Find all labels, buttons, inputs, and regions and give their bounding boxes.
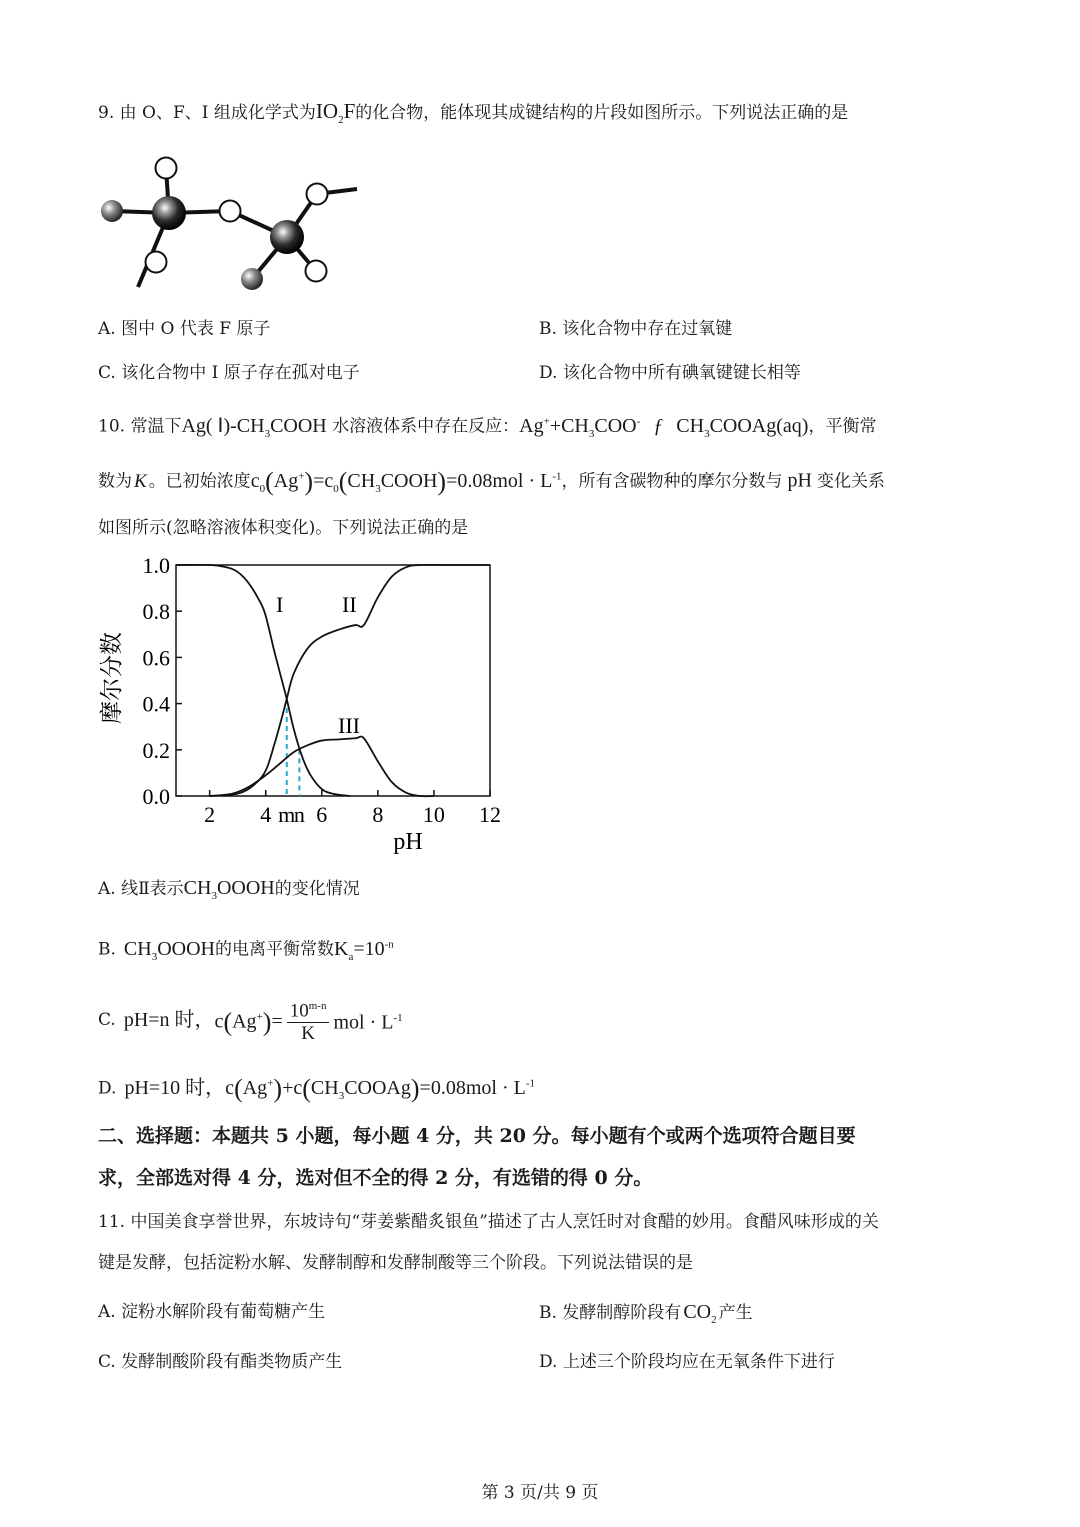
- q11-option-b[interactable]: [539, 1300, 753, 1332]
- formula-part: CH: [347, 469, 376, 492]
- white-atom: [156, 158, 177, 179]
- formula-part: =0.08mol · L: [446, 469, 553, 492]
- formula-subscript: 3: [588, 427, 595, 440]
- formula-superscript: -1: [552, 470, 562, 482]
- y-tick-label: 0.8: [142, 599, 170, 625]
- formula-part: COOH: [270, 414, 327, 437]
- formula-superscript: -1: [525, 1077, 535, 1089]
- formula-part: OOOH: [216, 877, 275, 899]
- formula-subscript: 3: [704, 427, 710, 440]
- formula-part: =0.08mol · L: [419, 1076, 526, 1099]
- formula-part: 10: [289, 1000, 309, 1022]
- fraction: [287, 995, 330, 1045]
- formula-part: +CH: [549, 414, 589, 437]
- q9-option-c[interactable]: C. 该化合物中 I 原子存在孤对电子: [98, 363, 360, 383]
- option-formula: c(Ag+)=: [214, 1007, 283, 1037]
- q10-text: 数为: [98, 471, 132, 492]
- equilibrium-constant-symbol: K: [134, 470, 147, 492]
- formula-superscript: -: [636, 415, 641, 427]
- option-text: B. 发酵制醇阶段有: [539, 1303, 682, 1323]
- formula-part: CO: [683, 1301, 712, 1323]
- formula-part: CH: [183, 877, 212, 899]
- option-unit: [333, 1006, 402, 1035]
- grey-atom: [241, 268, 263, 290]
- formula-part: CH: [310, 1076, 339, 1099]
- white-atom: [146, 252, 167, 273]
- formula-part: OOOH: [157, 937, 215, 960]
- chart-axes: [176, 565, 490, 796]
- equilibrium-arrow-glyph: ƒ: [648, 414, 669, 437]
- white-atom: [220, 201, 241, 222]
- y-tick-label: 0.6: [142, 645, 170, 671]
- formula-superscript: +: [256, 1011, 263, 1024]
- formula-part: Ag: [242, 1076, 268, 1099]
- option-text: B.: [98, 939, 116, 960]
- ph-term: pH: [782, 469, 817, 492]
- formula-part: Ag: [519, 414, 544, 437]
- q9-formula: [315, 99, 356, 127]
- q10-text: 水溶液体系中存在反应：: [326, 416, 520, 437]
- x-tick-label: 2: [204, 802, 216, 827]
- formula-subscript: 2: [711, 1314, 717, 1326]
- white-atom: [306, 261, 327, 282]
- option-text: 产生: [718, 1303, 753, 1323]
- formula-part: Ag( Ⅰ)-CH: [181, 414, 265, 437]
- option-formula: [681, 1301, 718, 1326]
- curve-label-ii: II: [342, 592, 357, 617]
- x-tick-label: 12: [479, 802, 501, 827]
- formula-superscript: +: [267, 1077, 274, 1089]
- formula-part: COO: [594, 414, 637, 437]
- q10-stem-line2: [98, 464, 885, 501]
- q11-stem-line2: 键是发酵，包括淀粉水解、发酵制醇和发酵制酸等三个阶段。下列说法错误的是: [98, 1253, 693, 1273]
- formula-part: c: [225, 1076, 235, 1099]
- x-tick-label: 8: [372, 802, 384, 827]
- option-formula: [183, 877, 275, 902]
- q11-stem-line1: 11. 中国美食享誉世界，东坡诗句“芽姜紫醋炙银鱼”描述了古人烹饪时对食醋的妙用。食醋风味形成的关: [98, 1212, 879, 1232]
- formula-subscript: a: [348, 950, 354, 963]
- formula-superscript: m-n: [308, 999, 327, 1012]
- option-formula: [116, 937, 215, 963]
- option-text: 的电离平衡常数: [214, 939, 334, 960]
- q10-text: 变化关系: [816, 471, 885, 492]
- series-line-I: [176, 565, 350, 796]
- y-tick-label: 0.2: [142, 737, 170, 763]
- option-text: C.: [98, 1010, 116, 1030]
- formula-part: K: [333, 937, 349, 960]
- option-condition: pH=n 时，: [123, 1009, 215, 1031]
- iodine-atom: [152, 196, 186, 230]
- x-tick-label: 6: [316, 802, 328, 827]
- mole-fraction-chart: [90, 548, 520, 860]
- formula-part: CH: [676, 414, 705, 437]
- formula-part: =10: [353, 937, 385, 960]
- formula-part: Ag: [273, 469, 299, 492]
- formula-part: c: [250, 469, 260, 492]
- formula-part: CH: [123, 937, 152, 960]
- chart-ticks: [143, 553, 502, 827]
- q10-reaction-equation: [519, 414, 809, 440]
- formula-subscript: 0: [333, 482, 339, 495]
- formula-subscript: 3: [264, 427, 271, 440]
- curve-label-i: I: [276, 592, 284, 617]
- formula-subscript: 3: [211, 890, 217, 902]
- molecule-diagram: [95, 150, 365, 300]
- q9-option-d[interactable]: D. 该化合物中所有碘氧键键长相等: [539, 363, 801, 383]
- q11-option-d[interactable]: D. 上述三个阶段均应在无氧条件下进行: [539, 1352, 835, 1372]
- q11-option-c[interactable]: C. 发酵制酸阶段有酯类物质产生: [98, 1352, 343, 1372]
- formula-part: COOAg(aq): [709, 414, 809, 437]
- option-text: D.: [98, 1078, 117, 1099]
- initial-concentration-expression: $c_0(Ag^+)=c_0(CH_3COOH)=0.08mol \cdot L^{-1}$: [250, 466, 562, 496]
- q10-text: ，平衡常: [808, 416, 877, 437]
- q10-option-d[interactable]: [98, 1071, 535, 1108]
- curve-label-iii: III: [338, 713, 360, 738]
- q10-stem-line3: 如图所示(忽略溶液体积变化)。下列说法正确的是: [98, 518, 469, 538]
- formula-part: =: [271, 1010, 283, 1033]
- formula-superscript: +: [298, 470, 305, 482]
- formula-subscript: 2: [338, 114, 344, 127]
- q10-option-c[interactable]: [98, 992, 403, 1048]
- formula-subscript: 3: [338, 1089, 345, 1102]
- formula-subscript: 0: [259, 482, 266, 495]
- marker-label-m: m: [278, 802, 296, 827]
- chart-ylabel: 摩尔分数: [99, 632, 125, 724]
- formula-part: c: [214, 1010, 224, 1033]
- q10-stem-line1: [98, 409, 876, 446]
- q10-text: ，所有含碳物种的摩尔分数与: [561, 471, 783, 492]
- formula-part: mol · L: [333, 1011, 394, 1034]
- formula-part: COOAg: [344, 1076, 411, 1099]
- q10-text: 10. 常温下: [98, 416, 182, 437]
- q9-stem-text: 的化合物，能体现其成键结构的片段如图所示。下列说法正确的是: [355, 103, 849, 123]
- y-tick-label: 1.0: [142, 553, 170, 578]
- page-footer: 第 3 页/共 9 页: [481, 1483, 599, 1503]
- x-tick-label: 4: [260, 802, 272, 827]
- option-condition: pH=10 时，: [124, 1076, 226, 1099]
- x-tick-label: 10: [422, 802, 445, 827]
- iodine-atom: [270, 220, 304, 254]
- option-formula: $c(Ag^+)+c(CH_3COOAg)=0.08mol \cdot L^{-1}$: [225, 1073, 535, 1103]
- white-atom: [307, 184, 328, 205]
- q9-option-a[interactable]: A. 图中 O 代表 F 原子: [98, 319, 271, 339]
- q9-stem: [98, 99, 848, 132]
- formula-superscript: -1: [393, 1011, 403, 1024]
- formula-part: +c: [282, 1076, 303, 1099]
- formula-part: COOH: [380, 469, 438, 492]
- q9-stem-text: 9. 由 O、F、I 组成化学式为: [98, 103, 316, 123]
- y-tick-label: 0.0: [142, 784, 170, 809]
- formula-part: IO: [315, 99, 339, 123]
- chart-xlabel: pH: [393, 829, 423, 855]
- option-text: A. 线Ⅱ表示: [98, 879, 184, 899]
- series-line-III: [210, 736, 434, 796]
- section2-heading-line2: 求，全部选对得 4 分，选对但不全的得 2 分，有选错的得 0 分。: [98, 1167, 653, 1189]
- chart-lines: [176, 565, 490, 796]
- q10-option-a[interactable]: [98, 876, 360, 908]
- fraction-numerator: [287, 995, 330, 1023]
- formula-superscript: -n: [384, 938, 394, 950]
- formula-subscript: 3: [375, 482, 381, 495]
- q11-option-a[interactable]: A. 淀粉水解阶段有葡萄糖产生: [98, 1302, 326, 1322]
- formula-superscript: +: [543, 415, 550, 427]
- marker-label-n: n: [293, 802, 305, 827]
- formula-part: =c: [313, 469, 334, 492]
- grey-atom: [101, 200, 123, 222]
- q9-option-b[interactable]: B. 该化合物中存在过氧键: [539, 319, 733, 339]
- option-formula: [333, 937, 394, 963]
- section2-heading-line1: 二、选择题：本题共 5 小题，每小题 4 分，共 20 分。每小题有个或两个选项符合题目要: [98, 1125, 856, 1147]
- formula-part: Ag: [232, 1010, 257, 1033]
- y-tick-label: 0.4: [142, 691, 170, 717]
- q10-text: 。已初始浓度: [148, 471, 251, 492]
- formula-part: F: [343, 99, 356, 123]
- plot-frame: [176, 565, 490, 796]
- q10-system-formula: [181, 414, 327, 440]
- fraction-denominator: K: [301, 1023, 315, 1045]
- q10-option-b[interactable]: [98, 932, 394, 969]
- formula-subscript: 3: [151, 950, 158, 963]
- option-text: 的变化情况: [274, 879, 360, 899]
